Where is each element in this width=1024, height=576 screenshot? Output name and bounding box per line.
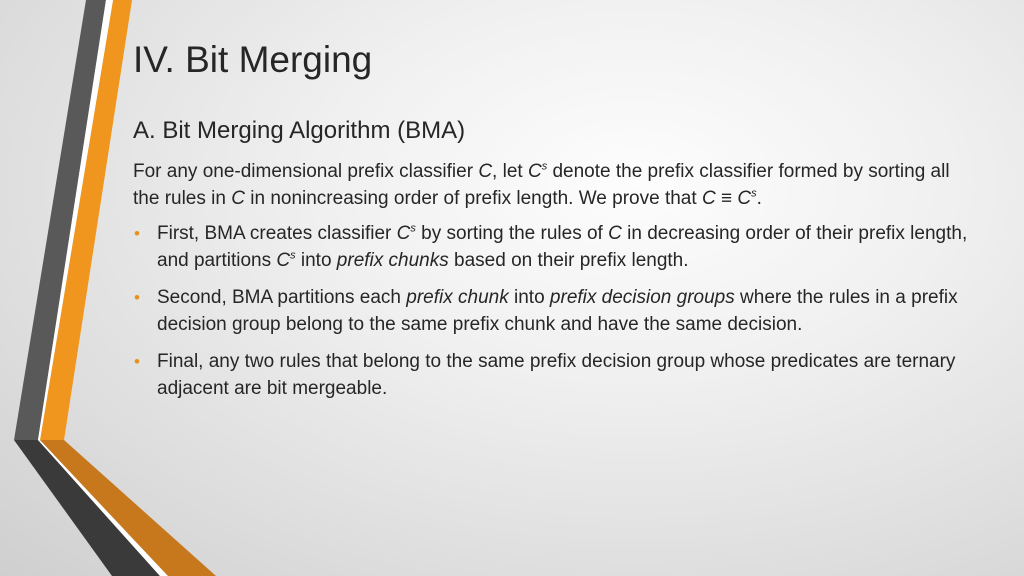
symbol-superscript-s: s <box>751 187 757 200</box>
symbol-c: C <box>701 188 716 209</box>
slide-title: IV. Bit Merging <box>133 39 373 80</box>
bullet-glyph: • <box>134 224 140 243</box>
bullet-text: into <box>508 287 550 308</box>
bullet-text: based on their prefix length. <box>448 250 689 271</box>
bullet-text: Final, any two rules that belong to the same prefix decision group whose predicates are ternary adjacent are bit mergeable. <box>157 351 956 399</box>
symbol-c: C <box>478 161 493 182</box>
emphasis-term: prefix decision groups <box>549 287 735 308</box>
intro-text: For any one-dimensional prefix classifier <box>133 161 479 182</box>
bullet-text: into <box>295 250 337 271</box>
bullet-item-second <box>133 284 987 338</box>
bullet-text: Second, BMA partitions each <box>157 287 407 308</box>
symbol-c: C <box>396 223 411 244</box>
symbol-c: C <box>276 250 291 271</box>
intro-text: , let <box>492 161 528 182</box>
symbol-c: C <box>737 188 752 209</box>
bullet-text: in decreasing order of their prefix length, and partitions <box>157 223 968 271</box>
bullet-glyph: • <box>134 288 140 307</box>
symbol-c: C <box>231 188 245 209</box>
bullet-text: by sorting the rules of <box>415 223 609 244</box>
emphasis-term: prefix chunks <box>336 250 449 271</box>
intro-text: . <box>756 188 762 209</box>
bullet-glyph: • <box>134 352 140 371</box>
intro-paragraph <box>133 158 973 212</box>
symbol-superscript-s: s <box>290 249 296 262</box>
bullet-text: where the rules in a prefix decision group belong to the same prefix chunk and have the same decision. <box>157 287 958 335</box>
intro-text: in nonincreasing order of prefix length. We prove that <box>244 188 702 209</box>
bullet-list <box>133 220 993 402</box>
section-subheading: A. Bit Merging Algorithm (BMA) <box>133 117 466 144</box>
bullet-item-first <box>133 220 987 274</box>
equivalence-symbol: ≡ <box>715 188 738 209</box>
emphasis-term: prefix chunk <box>406 287 509 308</box>
symbol-superscript-s: s <box>541 160 548 173</box>
symbol-superscript-s: s <box>410 222 416 235</box>
bullet-text: First, BMA creates classifier <box>157 223 397 244</box>
bullet-item-final <box>133 348 987 402</box>
slide-content <box>133 116 993 412</box>
symbol-c: C <box>527 161 542 182</box>
symbol-c: C <box>608 223 622 244</box>
intro-text: denote the prefix classifier formed by sorting all the rules in <box>133 161 950 209</box>
